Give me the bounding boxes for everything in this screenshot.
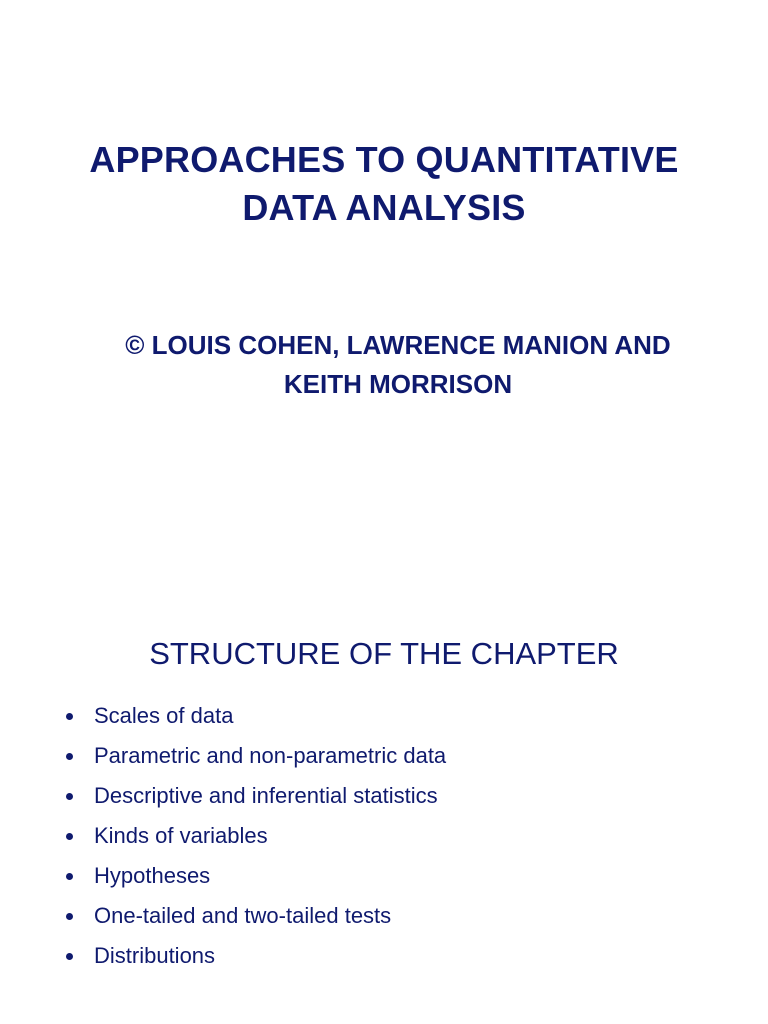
bullet-icon xyxy=(66,913,73,920)
bullet-icon xyxy=(66,953,73,960)
list-item xyxy=(64,936,446,976)
list-item-text: One-tailed and two-tailed tests xyxy=(94,903,392,928)
authors-line-1: © LOUIS COHEN, LAWRENCE MANION AND xyxy=(125,330,671,360)
list-item-text: Descriptive and inferential statistics xyxy=(94,783,438,808)
authors-line-2: KEITH MORRISON xyxy=(283,369,513,399)
chapter-structure-slide xyxy=(0,512,768,1024)
list-item-text: Scales of data xyxy=(94,703,234,728)
bullet-icon xyxy=(66,833,73,840)
slide-title xyxy=(40,136,728,232)
list-item xyxy=(64,896,446,936)
title-line-1: APPROACHES TO QUANTITATIVE xyxy=(89,139,679,180)
authors-credit xyxy=(60,326,736,404)
list-item-text: Hypotheses xyxy=(94,863,211,888)
list-item-text: Kinds of variables xyxy=(94,823,268,848)
bullet-icon xyxy=(66,873,73,880)
list-item-text: Distributions xyxy=(94,943,216,968)
bullet-icon xyxy=(66,753,73,760)
title-line-2: DATA ANALYSIS xyxy=(242,187,526,228)
bullet-list xyxy=(64,696,446,976)
bullet-icon xyxy=(66,713,73,720)
list-item xyxy=(64,696,446,736)
section-heading: STRUCTURE OF THE CHAPTER xyxy=(149,636,619,671)
list-item xyxy=(64,856,446,896)
list-item xyxy=(64,736,446,776)
list-item xyxy=(64,776,446,816)
bullet-icon xyxy=(66,793,73,800)
list-item-text: Parametric and non-parametric data xyxy=(94,743,447,768)
list-item xyxy=(64,816,446,856)
